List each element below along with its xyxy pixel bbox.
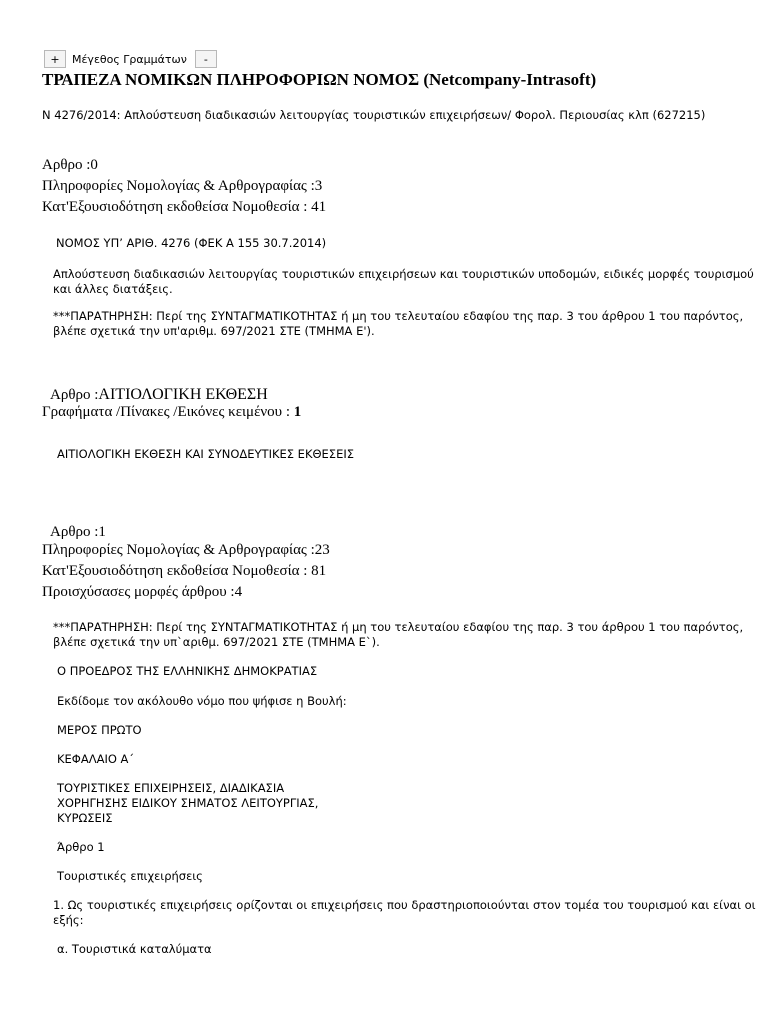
law-description: Απλούστευση διαδικασιών λειτουργίας τουριστικών επιχειρήσεων και τουριστικών υποδομών, ειδικές μορφές τουρισμού και άλλες διατάξεις. [53,267,754,296]
chapter-heading: ΚΕΦΑΛΑΙΟ Α΄ [57,752,135,766]
article-paragraph-1: 1. Ως τουριστικές επιχειρήσεις ορίζονται οι επιχειρήσεις που δραστηριοποιούνται στον τομέα του τουρισμού και είναι οι εξής: [53,898,756,927]
chapter-title-line-1: ΤΟΥΡΙΣΤΙΚΕΣ ΕΠΙΧΕΙΡΗΣΕΙΣ, ΔΙΑΔΙΚΑΣΙΑ [57,781,285,795]
issue-line: Εκδίδομε τον ακόλουθο νόμο που ψήφισε η Βουλή: [57,694,347,708]
section0-note: ***ΠΑΡΑΤΗΡΗΣΗ: Περί της ΣΥΝΤΑΓΜΑΤΙΚΟΤΗΤΑΣ ή μη του τελευταίου εδαφίου της παρ. 3 του άρθρου 1 του παρόντος, βλέπε σχετικά την υπ'αριθμ. 697/2021 ΣΤΕ (ΤΜΗΜΑ Ε'). [53,309,744,338]
section1-previous-link[interactable]: Προισχύσασες μορφές άρθρου :4 [42,584,243,600]
page-title: ΤΡΑΠΕΖΑ ΝΟΜΙΚΩΝ ΠΛΗΡΟΦΟΡΙΩΝ ΝΟΜΟΣ (Netcompany-Intrasoft) [42,70,597,89]
article-heading: Άρθρο 1 [57,840,105,854]
decrease-font-button[interactable]: - [195,50,217,68]
increase-font-button[interactable]: + [44,50,66,68]
report-graphs-link[interactable]: 1 [293,404,302,420]
report-arthro-value: ΑΙΤΙΟΛΟΓΙΚΗ ΕΚΘΕΣΗ [98,386,268,403]
report-text: ΑΙΤΙΟΛΟΓΙΚΗ ΕΚΘΕΣΗ ΚΑΙ ΣΥΝΟΔΕΥΤΙΚΕΣ ΕΚΘΕΣΕΙΣ [57,447,355,461]
law-header: ΝΟΜΟΣ ΥΠ’ ΑΡΙΘ. 4276 (ΦΕΚ Α 155 30.7.2014) [56,236,327,250]
font-size-label: Μέγεθος Γραμμάτων [72,52,187,66]
section0-meta [42,155,326,218]
section0-arthro: Αρθρο :0 [42,157,98,173]
chapter-title [57,781,768,826]
article-title: Τουριστικές επιχειρήσεις [57,869,203,883]
font-size-controls [44,49,217,69]
section1-note: ***ΠΑΡΑΤΗΡΗΣΗ: Περί της ΣΥΝΤΑΓΜΑΤΙΚΟΤΗΤΑΣ ή μη του τελευταίου εδαφίου της παρ. 3 του άρθρου 1 του παρόντος, βλέπε σχετικά την υπ`αριθμ. 697/2021 ΣΤΕ (ΤΜΗΜΑ Ε`). [53,620,744,649]
section1-meta [42,540,330,603]
section0-delegated-link[interactable]: Κατ'Εξουσιοδότηση εκδοθείσα Νομοθεσία : 41 [42,199,327,215]
chapter-title-line-2: ΧΟΡΗΓΗΣΗΣ ΕΙΔΙΚΟΥ ΣΗΜΑΤΟΣ ΛΕΙΤΟΥΡΓΙΑΣ, [57,796,319,810]
section0-info-link[interactable]: Πληροφορίες Νομολογίας & Αρθρογραφίας :3 [42,178,323,194]
section1-delegated-link[interactable]: Κατ'Εξουσιοδότηση εκδοθείσα Νομοθεσία : 81 [42,563,327,579]
section1-info-link[interactable]: Πληροφορίες Νομολογίας & Αρθρογραφίας :23 [42,542,330,558]
report-graphs [42,402,301,423]
report-arthro-prefix: Αρθρο : [50,387,99,403]
part-heading: ΜΕΡΟΣ ΠΡΩΤΟ [57,723,142,737]
report-graphs-prefix: Γραφήματα /Πίνακες /Εικόνες κειμένου : [42,404,294,420]
president-line: Ο ΠΡΟΕΔΡΟΣ ΤΗΣ ΕΛΛΗΝΙΚΗΣ ΔΗΜΟΚΡΑΤΙΑΣ [57,664,318,678]
law-subtitle: Ν 4276/2014: Απλούστευση διαδικασιών λειτουργίας τουριστικών επιχειρήσεων/ Φορολ. Περιουσίας κλπ (627215) [42,108,706,122]
section1-arthro: Αρθρο :1 [50,524,106,540]
article-item-a: α. Τουριστικά καταλύματα [57,942,212,956]
chapter-title-line-3: ΚΥΡΩΣΕΙΣ [57,811,113,825]
